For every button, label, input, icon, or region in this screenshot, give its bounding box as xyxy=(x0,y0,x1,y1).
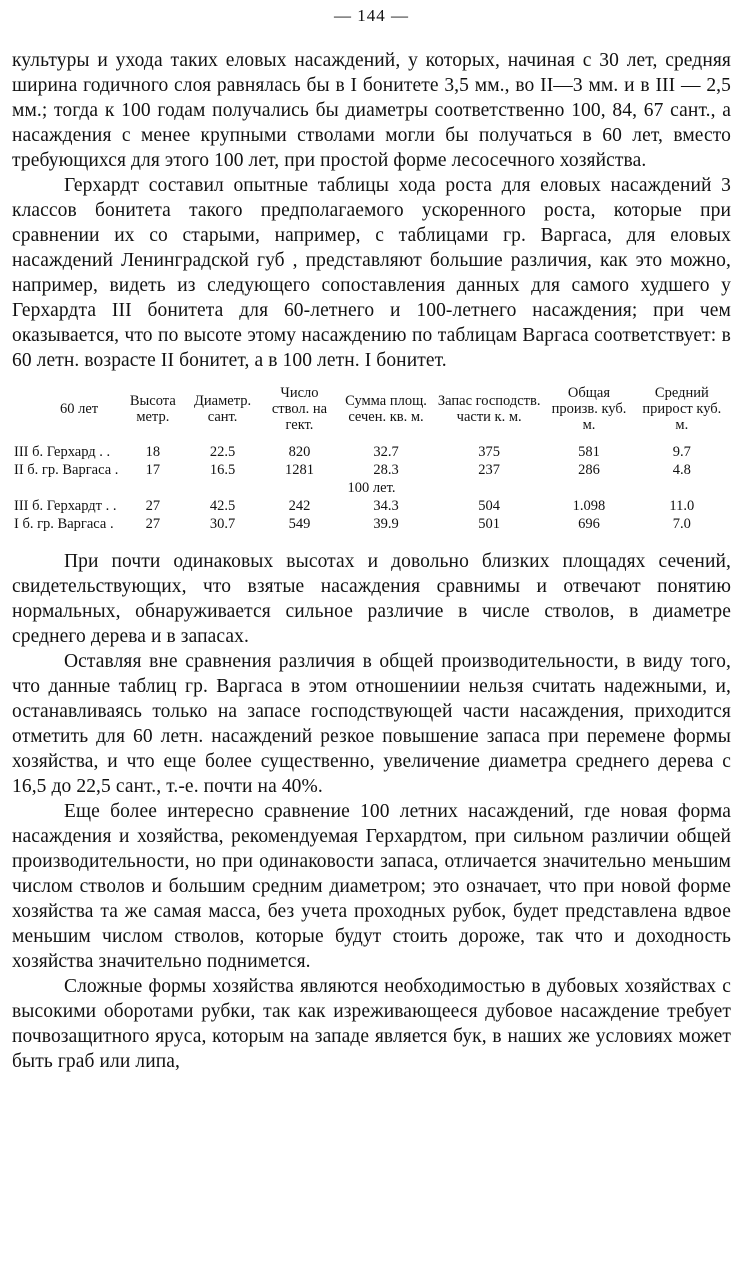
cell-avg-increment: 9.7 xyxy=(672,444,691,460)
cell-stock: 375 xyxy=(478,444,501,460)
cell-height: 18 xyxy=(145,444,161,460)
cell-diameter: 30.7 xyxy=(209,516,236,532)
col-basal-area: Сумма площ. сечен. кв. м. xyxy=(345,393,427,425)
cell-basal-area: 32.7 xyxy=(373,444,399,460)
row-label: I б. гр. Варгаса . xyxy=(14,516,114,532)
cell-stems: 549 xyxy=(288,516,311,532)
table-row xyxy=(12,443,731,461)
table-header-row xyxy=(12,385,731,443)
cell-stock: 501 xyxy=(478,516,501,532)
cell-total-production: 286 xyxy=(578,462,600,478)
col-total-production: Общая произв. куб. м. xyxy=(551,385,627,433)
cell-basal-area: 34.3 xyxy=(373,498,399,514)
cell-stems: 1281 xyxy=(284,462,314,478)
cell-total-production: 581 xyxy=(578,444,600,460)
comparison-table xyxy=(12,385,731,533)
cell-height: 17 xyxy=(145,462,161,478)
col-diameter: Диаметр. сант. xyxy=(194,393,252,425)
header-100-years: 100 лет. xyxy=(347,480,396,496)
table-row xyxy=(12,515,731,533)
paragraph-1: культуры и ухода таких еловых насаждений, у которых, начиная с 30 лет, средняя ширина годичного слоя равнялась бы в I бонитете 3,5 мм., во II—3 мм. и в III — 2,5 мм.; тогда к 100 годам получались бы диаметры соответственно 100, 84, 67 сант., а насаждения с менее крупными стволами могли бы получаться в 60 лет, вместо требующихся для этого 100 лет, при простой форме лесосечного хозяйства. xyxy=(12,50,731,171)
table-row xyxy=(12,497,731,515)
paragraph-6: Сложные формы хозяйства являются необходимостью в дубовых хозяйствах с высокими оборотами рубки, так как изреживающееся дубовое насаждение требует почвозащитного яруса, которым на западе является бук, в наших же условиях может быть граб или липа, xyxy=(12,976,731,1072)
paragraph-5: Еще более интересно сравнение 100 летних насаждений, где новая форма насаждения и хозяйства, рекомендуемая Герхардтом, при сильном различии общей производительности, но при одинаковости запаса, отличается значительно меньшим числом стволов и большим средним диаметром; это означает, что при новой форме хозяйства та же самая масса, без учета проходных рубок, будет представлена вдвое меньшим числом стволов, которые будут стоить дороже, так что и доходность хозяйства значительно поднимется. xyxy=(12,801,731,972)
header-60-years: 60 лет xyxy=(60,401,99,417)
col-stock: Запас господств. части к. м. xyxy=(437,393,541,425)
row-label: III б. Герхард . . xyxy=(14,444,111,460)
col-height: Высота метр. xyxy=(129,393,176,425)
cell-total-production: 1.098 xyxy=(572,498,606,514)
row-label: III б. Герхардт . . xyxy=(14,498,117,514)
cell-diameter: 16.5 xyxy=(209,462,236,478)
cell-stems: 820 xyxy=(288,444,311,460)
cell-avg-increment: 4.8 xyxy=(672,462,691,478)
cell-stems: 242 xyxy=(288,498,311,514)
cell-avg-increment: 11.0 xyxy=(669,498,695,514)
cell-stock: 237 xyxy=(478,462,501,478)
table-group-row xyxy=(12,479,731,497)
col-stems: Число ствол. на гект. xyxy=(271,385,328,433)
cell-diameter: 42.5 xyxy=(209,498,236,514)
cell-total-production: 696 xyxy=(578,516,600,532)
cell-height: 27 xyxy=(145,516,161,532)
table-row xyxy=(12,461,731,479)
cell-basal-area: 28.3 xyxy=(373,462,399,478)
cell-diameter: 22.5 xyxy=(209,444,236,460)
paragraph-3: При почти одинаковых высотах и довольно близких площадях сечений, свидетельствующих, что взятые насаждения сравнимы и отвечают понятию нормальных, обнаруживается сильное различие в числе стволов, в диаметре среднего дерева и в запасах. xyxy=(12,551,731,647)
cell-avg-increment: 7.0 xyxy=(672,516,691,532)
page-number: — 144 — xyxy=(334,6,409,25)
paragraph-4: Оставляя вне сравнения различия в общей производительности, в виду того, что данные таблиц гр. Варгаса в этом отношениии нельзя считать надежными, и, останавливаясь только на запасе господствующей части насаждения, приходится отметить для 60 летн. насаждений резкое повышение запаса при перемене формы хозяйства, и что еще более существенно, увеличение диаметра среднего дерева с 16,5 до 22,5 сант., т.-е. почти на 40%. xyxy=(12,651,731,797)
row-label: II б. гр. Варгаса . xyxy=(14,462,119,478)
cell-basal-area: 39.9 xyxy=(373,516,399,532)
paragraph-2: Герхардт составил опытные таблицы хода роста для еловых насаждений 3 классов бонитета такого предполагаемого ускоренного роста, которые при сравнении их со старыми, например, с таблицами гр. Варгаса, для еловых насаждений Ленинградской губ , представляют большие различия, как это можно, например, видеть из следующего сопоставления данных для самого худшего у Герхардта III бонитета для 60-летнего и 100-летнего насаждения; при чем оказывается, что по высоте этому насаждению по таблицам Варгаса соответствует: в 60 летн. возрасте II бонитет, а в 100 летн. I бонитет. xyxy=(12,175,731,371)
cell-stock: 504 xyxy=(478,498,501,514)
cell-height: 27 xyxy=(145,498,161,514)
col-avg-increment: Средний прирост куб. м. xyxy=(642,385,722,433)
